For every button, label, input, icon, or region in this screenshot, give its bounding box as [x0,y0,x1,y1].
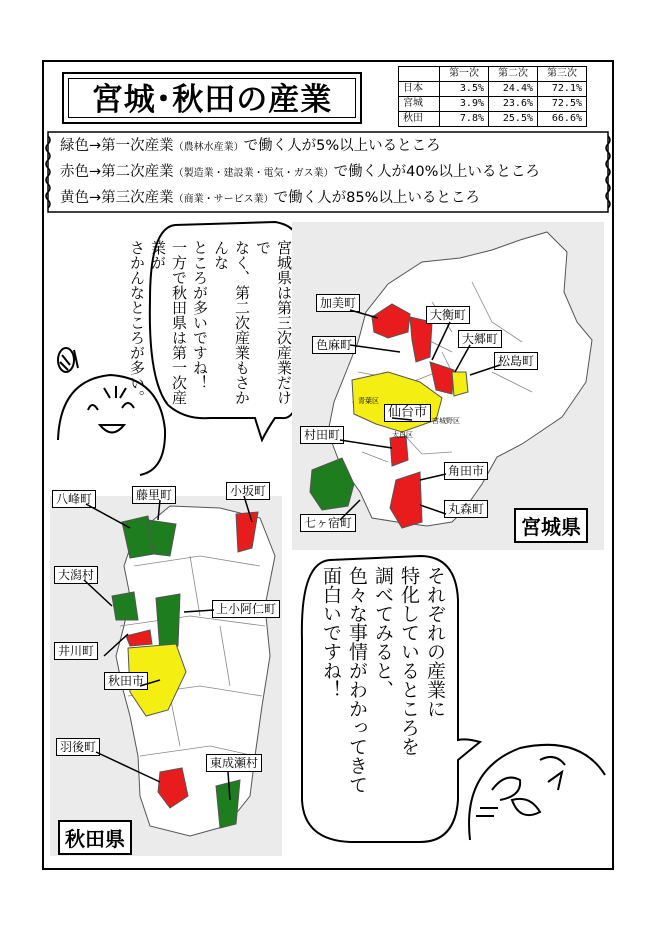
label-matsushima: 松島町 [494,352,538,370]
label-happo: 八峰町 [52,490,96,508]
label-shikama: 色麻町 [312,336,356,354]
ward-miyagino: 宮城野区 [432,417,460,425]
label-shichikashuku: 七ヶ宿町 [300,514,356,532]
akita-higashinaruse-region [216,780,240,828]
table-header-cell: 第三次 [538,67,587,82]
akita-map [50,496,282,856]
miyagi-matsushima-region [452,372,468,396]
label-kami: 加美町 [316,294,360,312]
speech-right-line-3: 色々な事情がわかってきて [346,566,368,794]
speech-left-line-3: 一方で秋田県は第一次産業が [149,240,188,405]
legend-yellow-tail: で働く人が85%以上いるところ [273,190,480,206]
speech-right-line-1: 特化しているところを [398,566,420,756]
table-row-label: 宮城 [399,97,440,112]
table-row-label: 秋田 [399,112,440,127]
table-cell: 72.5% [538,97,587,112]
legend-red-note: （製造業・建設業・電気・ガス業） [173,168,334,179]
table-cell: 66.6% [538,112,587,127]
table-header-cell: 第二次 [489,67,538,82]
label-taiwa: 大衡町 [426,306,470,324]
miyagi-title-tag: 宮城県 [514,508,588,543]
speech-left-line-4: さかんなところが多い。 [128,240,146,405]
akita-kamikoani-region [156,594,180,652]
label-kamikoani: 上小阿仁町 [212,600,280,618]
table-cell: 24.4% [489,82,538,97]
ward-taihaku: 太白区 [392,431,413,439]
table-cell: 3.5% [440,82,489,97]
legend-green-tail: で働く人が5%以上いるところ [243,138,441,154]
right-character [469,745,605,840]
label-kakuda: 角田市 [444,462,488,480]
label-murata: 村田町 [300,426,344,444]
speech-left-line-0: 宮城県は第三次産業だけで [254,240,293,405]
table-cell: 23.6% [489,97,538,112]
speech-left-line-2: ところが多いですね！ [191,240,209,390]
page-title: 宮城･秋田の産業 [68,78,356,118]
table-cell: 72.1% [538,82,587,97]
label-higashinaruse: 東成瀬村 [206,754,262,772]
legend-yellow-head: 黄色→第三次産業 [60,190,174,206]
left-speech-text [128,240,294,410]
label-fujisato: 藤里町 [132,486,176,504]
label-ugo: 羽後町 [56,738,100,756]
akita-map-svg [50,496,282,856]
legend-yellow-note: （商業・サービス業） [173,194,274,205]
label-osato: 大郷町 [458,330,502,348]
miyagi-murata-region [390,436,408,466]
ward-aoba: 青葉区 [358,397,379,405]
table-header-cell: 第一次 [440,67,489,82]
label-kosaka: 小坂町 [226,482,270,500]
legend-green-head: 緑色→第一次産業 [60,138,174,154]
speech-right-line-2: 調べてみると、 [372,566,394,699]
label-sendai: 仙台市 [384,404,431,422]
legend-green-note: （農林水産業） [173,142,244,153]
legend-red-tail: で働く人が40%以上いるところ [333,164,540,180]
speech-left-line-1: なく、第二次産業もさかんな [212,240,251,405]
right-speech-text [316,566,448,836]
akita-title-tag: 秋田県 [58,820,132,855]
label-ikawa: 井川町 [54,642,98,660]
speech-right-line-0: それぞれの産業に [424,566,446,718]
legend-red-head: 赤色→第二次産業 [60,164,174,180]
label-ogata: 大潟村 [54,566,98,584]
table-row-label: 日本 [399,82,440,97]
table-cell: 7.8% [440,112,489,127]
akita-ogata-region [112,592,138,620]
table-cell: 25.5% [489,112,538,127]
label-marumori: 丸森町 [444,500,488,518]
table-cell: 3.9% [440,97,489,112]
label-akita: 秋田市 [104,672,148,690]
speech-right-line-4: 面白いですね！ [320,566,342,699]
